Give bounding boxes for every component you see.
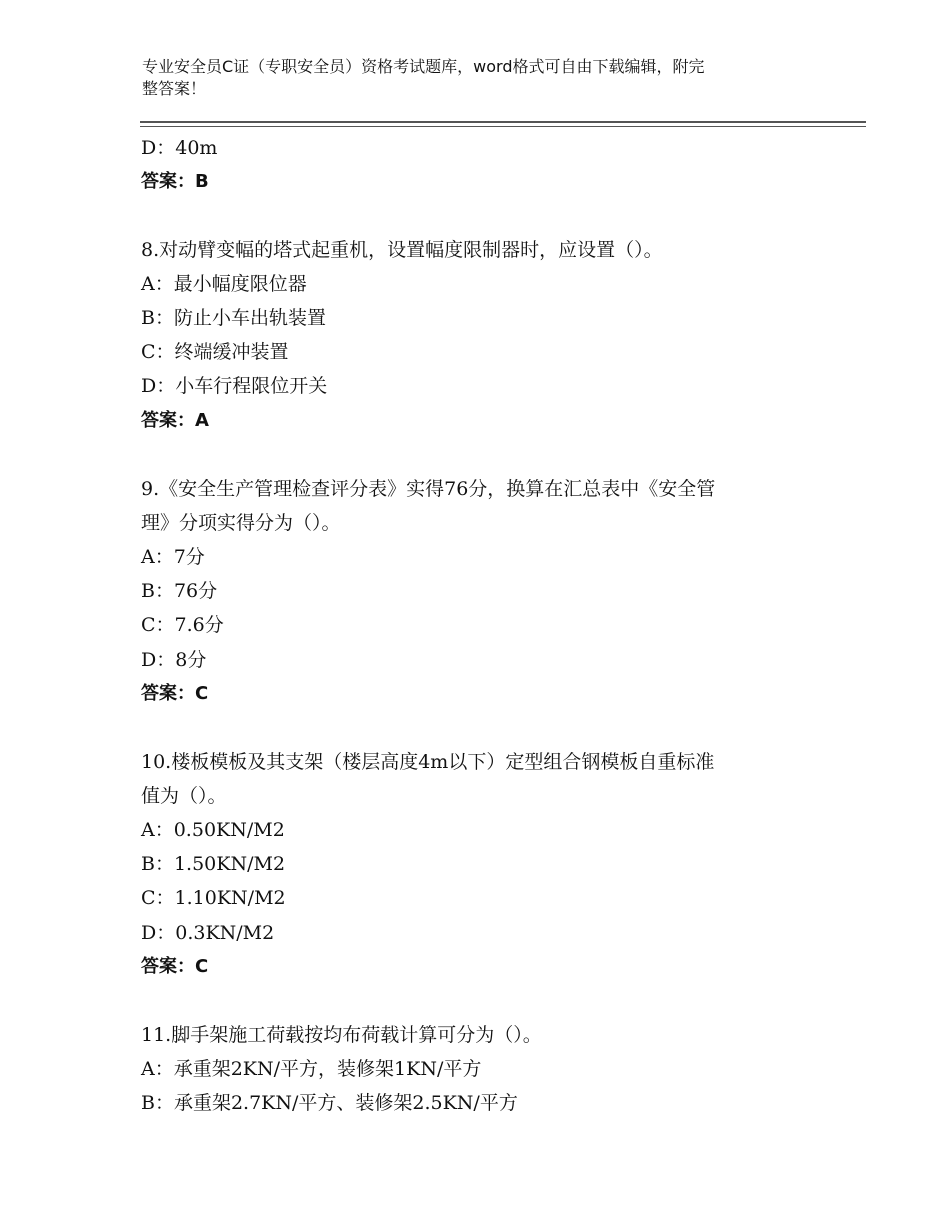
q8-stem: 8.对动臂变幅的塔式起重机，设置幅度限制器时，应设置（）。 — [141, 239, 663, 261]
document-header — [142, 56, 822, 100]
q7-option-d: D：40m — [141, 137, 218, 159]
q10-stem-line-2: 值为（）。 — [141, 785, 227, 807]
q8-option-b: B：防止小车出轨装置 — [141, 307, 326, 329]
q9-answer: 答案：C — [141, 683, 209, 704]
q8-answer: 答案：A — [141, 410, 209, 431]
q7-answer: 答案：B — [141, 171, 209, 192]
q11-option-a: A：承重架2KN/平方，装修架1KN/平方 — [141, 1058, 482, 1080]
header-line-1: 专业安全员C证（专职安全员）资格考试题库，word格式可自由下载编辑，附完 — [142, 57, 705, 76]
q9-option-c: C：7.6分 — [141, 614, 224, 636]
q10-option-a: A：0.50KN/M2 — [141, 819, 285, 841]
q9-stem-line-1: 9.《安全生产管理检查评分表》实得76分，换算在汇总表中《安全管 — [141, 478, 716, 500]
q10-answer: 答案：C — [141, 956, 209, 977]
q10-stem-line-1: 10.楼板模板及其支架（楼层高度4m以下）定型组合钢模板自重标准 — [141, 751, 715, 773]
q10-option-d: D：0.3KN/M2 — [141, 922, 275, 944]
q8-option-a: A：最小幅度限位器 — [141, 273, 307, 295]
q10-option-c: C：1.10KN/M2 — [141, 887, 286, 909]
q8-option-d: D：小车行程限位开关 — [141, 375, 328, 397]
q8-option-c: C：终端缓冲装置 — [141, 341, 289, 363]
q10-option-b: B：1.50KN/M2 — [141, 853, 286, 875]
q11-stem: 11.脚手架施工荷载按均布荷载计算可分为（）。 — [141, 1024, 542, 1046]
q9-stem-line-2: 理》分项实得分为（）。 — [141, 512, 341, 534]
header-divider-thin — [140, 126, 866, 127]
q11-option-b: B：承重架2.7KN/平方、装修架2.5KN/平方 — [141, 1092, 518, 1114]
q9-option-b: B：76分 — [141, 580, 218, 602]
q9-option-a: A：7分 — [141, 546, 205, 568]
header-line-2: 整答案！ — [142, 79, 207, 98]
q9-option-d: D：8分 — [141, 649, 207, 671]
header-divider-thick — [140, 121, 866, 123]
